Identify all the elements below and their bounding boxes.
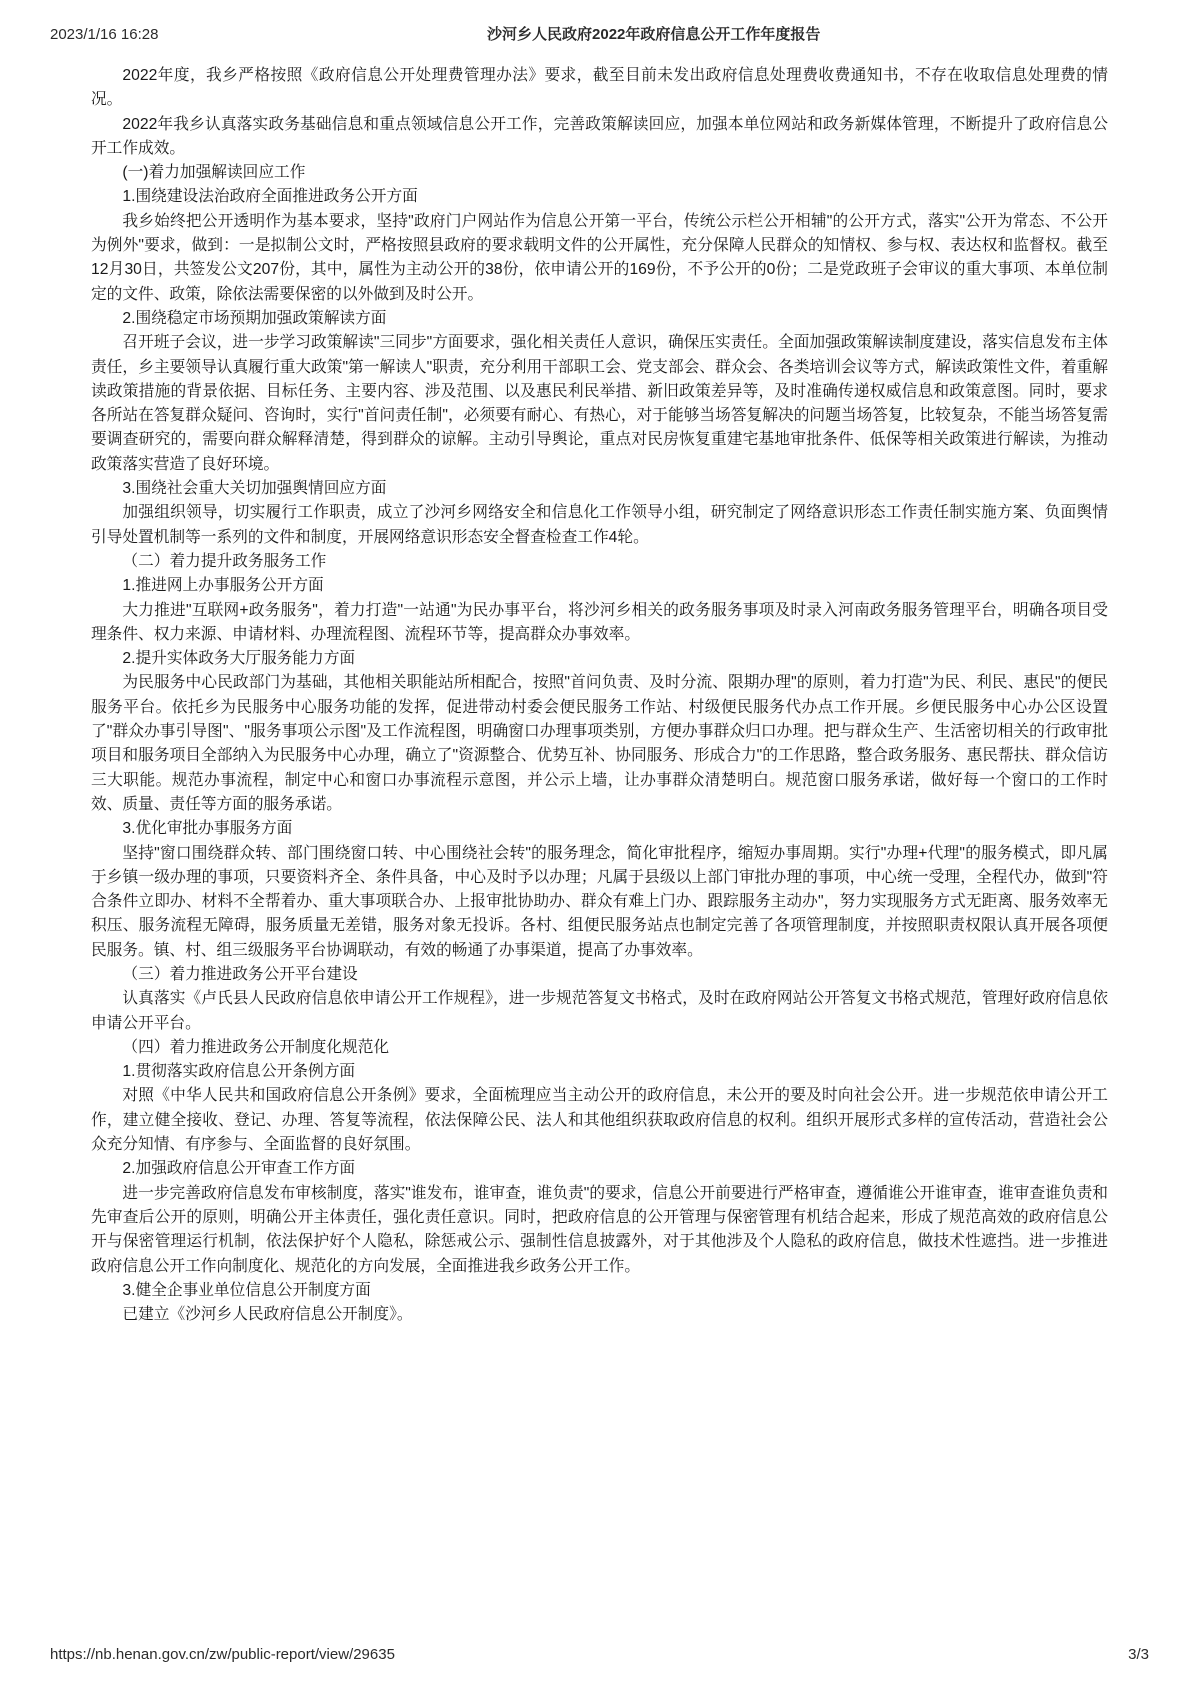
paragraph: 坚持"窗口围绕群众转、部门围绕窗口转、中心围绕社会转"的服务理念，简化审批程序，缩短办事周期。实行"办理+代理"的服务模式，即凡属于乡镇一级办理的事项，只要资料齐全、条件具备，中心及时予以办理；凡属于县级以上部门审批办理的事项，中心统一受理，全程代办，做到"符合条件立即办、材料不全帮着办、重大事项联合办、上报审批协助办、群众有难上门办、跟踪服务主动办"，努力实现服务方式无距离、服务效率无积压、服务流程无障碍，服务质量无差错，服务对象无投诉。各村、组便民服务站点也制定完善了各项管理制度，并按照职责权限认真开展各项便民服务。镇、村、组三级服务平台协调联动，有效的畅通了办事渠道，提高了办事效率。 <box>91 844 1108 959</box>
paragraph: 1.贯彻落实政府信息公开条例方面 <box>122 1063 356 1081</box>
paragraph: 我乡始终把公开透明作为基本要求，坚持"政府门户网站作为信息公开第一平台，传统公示栏公开相辅"的公开方式，落实"公开为常态、不公开为例外"要求，做到：一是拟制公文时，严格按照县政府的要求载明文件的公开属性，充分保障人民群众的知情权、参与权、表达权和监督权。截至12月30日，共签发公文207份，其中，属性为主动公开的38份，依申请公开的169份，不予公开的0份；二是党政班子会审议的重大事项、本单位制定的文件、政策，除依法需要保密的以外做到及时公开。 <box>91 212 1108 303</box>
paragraph: 1.围绕建设法治政府全面推进政务公开方面 <box>122 188 418 206</box>
source-url: https://nb.henan.gov.cn/zw/public-report/view/29635 <box>50 1646 395 1663</box>
paragraph: 3.优化审批办事服务方面 <box>122 820 293 838</box>
paragraph: （二）着力提升政务服务工作 <box>122 552 327 570</box>
document-body <box>91 64 1108 1327</box>
page-title: 沙河乡人民政府2022年政府信息公开工作年度报告 <box>487 26 821 43</box>
paragraph: 为民服务中心民政部门为基础，其他相关职能站所相配合，按照"首问负责、及时分流、限期办理"的原则，着力打造"为民、利民、惠民"的便民服务平台。依托乡为民服务中心服务功能的发挥，促进带动村委会便民服务工作站、村级便民服务代办点工作开展。乡便民服务中心办公区设置了"群众办事引导图"、"服务事项公示图"及工作流程图，明确窗口办理事项类别，方便办事群众归口办理。把与群众生产、生活密切相关的行政审批项目和服务项目全部纳入为民服务中心办理，确立了"资源整合、优势互补、协同服务、形成合力"的工作思路，整合政务服务、惠民帮扶、群众信访三大职能。规范办事流程，制定中心和窗口办事流程示意图，并公示上墙，让办事群众清楚明白。规范窗口服务承诺，做好每一个窗口的工作时效、质量、责任等方面的服务承诺。 <box>91 674 1108 813</box>
paragraph: 3.围绕社会重大关切加强舆情回应方面 <box>122 480 387 498</box>
print-timestamp: 2023/1/16 16:28 <box>50 26 159 43</box>
paragraph: 3.健全企事业单位信息公开制度方面 <box>122 1281 371 1299</box>
paragraph: 2.提升实体政务大厅服务能力方面 <box>122 650 356 668</box>
paragraph: 大力推进"互联网+政务服务"，着力打造"一站通"为民办事平台，将沙河乡相关的政务服务事项及时录入河南政务服务管理平台，明确各项目受理条件、权力来源、申请材料、办理流程图、流程环节等，提高群众办事效率。 <box>91 601 1108 643</box>
paragraph: 1.推进网上办事服务公开方面 <box>122 577 324 595</box>
paragraph: （四）着力推进政务公开制度化规范化 <box>122 1038 390 1056</box>
paragraph: 2022年我乡认真落实政务基础信息和重点领域信息公开工作，完善政策解读回应，加强本单位网站和政务新媒体管理，不断提升了政府信息公开工作成效。 <box>91 115 1108 157</box>
paragraph: 召开班子会议，进一步学习政策解读"三同步"方面要求，强化相关责任人意识，确保压实责任。全面加强政策解读制度建设，落实信息发布主体责任，乡主要领导认真履行重大政策"第一解读人"职责，充分利用干部职工会、党支部会、群众会、各类培训会议等方式，解读政策性文件，着重解读政策措施的背景依据、目标任务、主要内容、涉及范围、以及惠民利民举措、新旧政策差异等，及时准确传递权威信息和政策意图。同时，要求各所站在答复群众疑问、咨询时，实行"首问责任制"，必须要有耐心、有热心，对于能够当场答复解决的问题当场答复，比较复杂，不能当场答复需要调查研究的，需要向群众解释清楚，得到群众的谅解。主动引导舆论，重点对民房恢复重建宅基地审批条件、低保等相关政策进行解读，为推动政策落实营造了良好环境。 <box>91 334 1108 473</box>
paragraph: 加强组织领导，切实履行工作职责，成立了沙河乡网络安全和信息化工作领导小组，研究制定了网络意识形态工作责任制实施方案、负面舆情引导处置机制等一系列的文件和制度，开展网络意识形态安全督查检查工作4轮。 <box>91 504 1108 546</box>
paragraph: 对照《中华人民共和国政府信息公开条例》要求，全面梳理应当主动公开的政府信息，未公开的要及时向社会公开。进一步规范依申请公开工作，建立健全接收、登记、办理、答复等流程，依法保障公民、法人和其他组织获取政府信息的权利。组织开展形式多样的宣传活动，营造社会公众充分知情、有序参与、全面监督的良好氛围。 <box>91 1087 1108 1154</box>
paragraph: 2.加强政府信息公开审查工作方面 <box>122 1160 356 1178</box>
paragraph: 2022年度，我乡严格按照《政府信息公开处理费管理办法》要求，截至目前未发出政府信息处理费收费通知书，不存在收取信息处理费的情况。 <box>91 67 1108 109</box>
paragraph: 2.围绕稳定市场预期加强政策解读方面 <box>122 309 387 327</box>
page-number-indicator: 3/3 <box>1128 1646 1149 1663</box>
paragraph: 已建立《沙河乡人民政府信息公开制度》。 <box>122 1306 413 1324</box>
paragraph: 进一步完善政府信息发布审核制度，落实"谁发布，谁审查，谁负责"的要求，信息公开前要进行严格审查，遵循谁公开谁审查，谁审查谁负责和先审查后公开的原则，明确公开主体责任，强化责任意识。同时，把政府信息的公开管理与保密管理有机结合起来，形成了规范高效的政府信息公开与保密管理运行机制，依法保护好个人隐私，除惩戒公示、强制性信息披露外，对于其他涉及个人隐私的政府信息，做技术性遮挡。进一步推进政府信息公开工作向制度化、规范化的方向发展，全面推进我乡政务公开工作。 <box>91 1184 1108 1275</box>
print-header <box>50 26 1149 44</box>
print-footer <box>50 1646 1149 1664</box>
paragraph: （三）着力推进政务公开平台建设 <box>122 965 358 983</box>
paragraph: 认真落实《卢氏县人民政府信息依申请公开工作规程》，进一步规范答复文书格式，及时在政府网站公开答复文书格式规范，管理好政府信息依申请公开平台。 <box>91 990 1108 1032</box>
paragraph: (一)着力加强解读回应工作 <box>122 164 306 182</box>
